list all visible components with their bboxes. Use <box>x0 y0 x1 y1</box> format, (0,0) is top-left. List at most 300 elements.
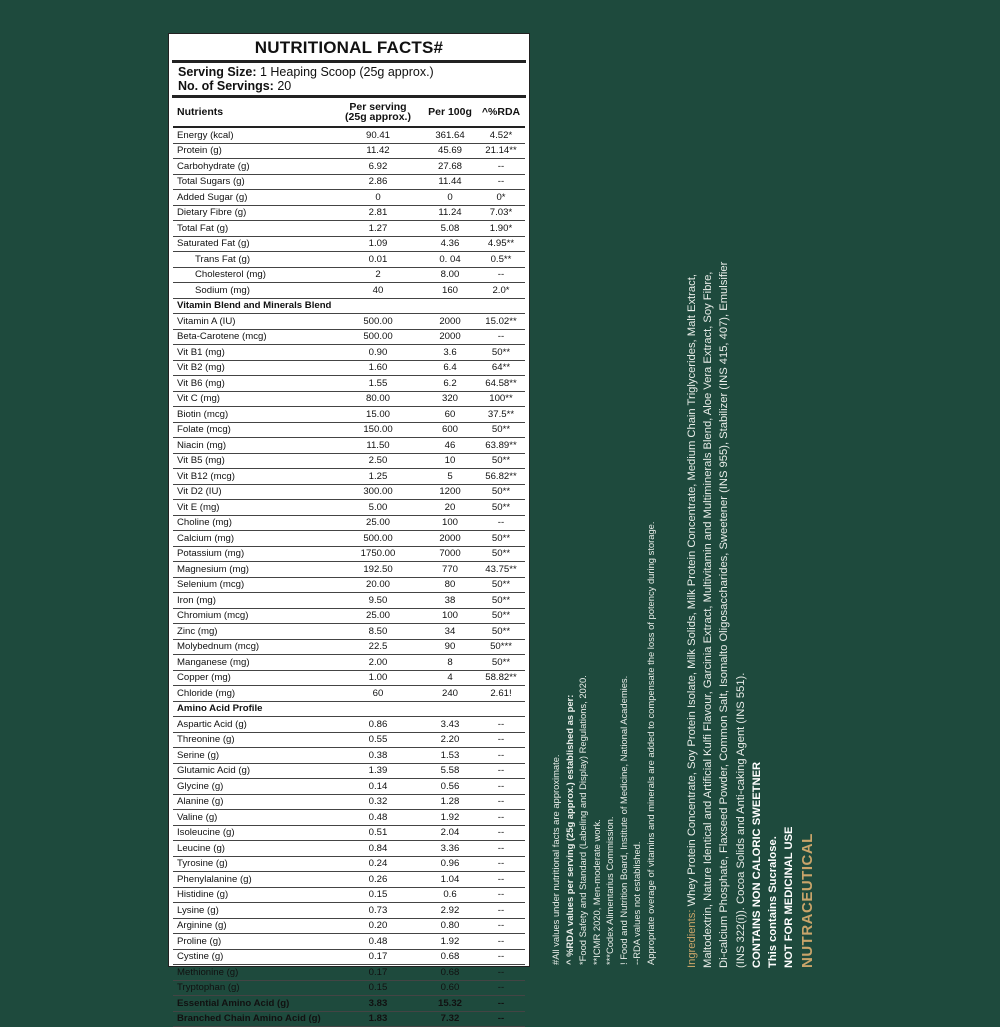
serving-size <box>178 65 520 79</box>
ingredients-line-4: (INS 322(i)). Cocoa Solids and Anti-caking Agent (INS 551). <box>734 672 747 968</box>
nutrient-name: Potassium (mg) <box>173 546 333 562</box>
per-serving-value: 0.48 <box>333 810 423 826</box>
nutrient-name: Chloride (mg) <box>173 686 333 702</box>
table-row <box>173 221 525 237</box>
nutrient-name: Chromium (mcg) <box>173 608 333 624</box>
per-100g-value: 770 <box>423 562 477 578</box>
per-100g-value: 0.60 <box>423 980 477 996</box>
header-per-serving-line1: Per serving <box>349 101 407 113</box>
nutrient-name: Vit B12 (mcg) <box>173 469 333 485</box>
per-100g-value: 100 <box>423 608 477 624</box>
table-row <box>173 345 525 361</box>
per-100g-value: 1.53 <box>423 748 477 764</box>
per-serving-value: 0.17 <box>333 965 423 981</box>
header-per-serving-line2: (25g approx.) <box>345 111 411 123</box>
table-row <box>173 608 525 624</box>
per-serving-value: 150.00 <box>333 422 423 438</box>
servings-count <box>178 79 520 93</box>
table-row <box>173 717 525 733</box>
servings-label: No. of Servings: <box>178 79 274 93</box>
table-row <box>173 143 525 159</box>
rda-value: -- <box>477 825 525 841</box>
nutrient-name: Leucine (g) <box>173 841 333 857</box>
per-serving-value: 500.00 <box>333 531 423 547</box>
per-serving-value: 0 <box>333 190 423 206</box>
table-row <box>173 903 525 919</box>
nutrient-name: Isoleucine (g) <box>173 825 333 841</box>
rda-value: 15.02** <box>477 314 525 330</box>
nutrient-name: Magnesium (mg) <box>173 562 333 578</box>
table-row <box>173 438 525 454</box>
rda-value: 37.5** <box>477 407 525 423</box>
nutrient-name: Selenium (mcg) <box>173 577 333 593</box>
per-100g-value: 6.4 <box>423 360 477 376</box>
rda-value: -- <box>477 887 525 903</box>
per-serving-value: 0.15 <box>333 980 423 996</box>
table-row <box>173 159 525 175</box>
per-100g-value: 8 <box>423 655 477 671</box>
footnote-line: Appropriate overage of vitamins and minerals are added to compensate the loss of potency during storage. <box>644 521 656 965</box>
per-100g-value: 0.68 <box>423 949 477 965</box>
table-row <box>173 949 525 965</box>
per-100g-value: 0.6 <box>423 887 477 903</box>
nutrient-name: Tryptophan (g) <box>173 980 333 996</box>
per-serving-value: 0.26 <box>333 872 423 888</box>
per-serving-value: 0.51 <box>333 825 423 841</box>
nutraceutical-label: NUTRACEUTICAL <box>799 833 817 968</box>
table-row <box>173 748 525 764</box>
rda-value: 0.5** <box>477 252 525 268</box>
per-serving-value: 8.50 <box>333 624 423 640</box>
per-100g-value: 27.68 <box>423 159 477 175</box>
table-row <box>173 174 525 190</box>
per-serving-value: 2.00 <box>333 655 423 671</box>
rda-value: -- <box>477 329 525 345</box>
rda-value: 2.61! <box>477 686 525 702</box>
rda-value: 56.82** <box>477 469 525 485</box>
per-serving-value: 300.00 <box>333 484 423 500</box>
rda-value: -- <box>477 748 525 764</box>
rda-value: 50*** <box>477 639 525 655</box>
nutrient-name: Trans Fat (g) <box>173 252 333 268</box>
rda-value: 2.0* <box>477 283 525 299</box>
rda-value: 50** <box>477 531 525 547</box>
nutrient-name: Zinc (mg) <box>173 624 333 640</box>
table-row <box>173 236 525 252</box>
per-serving-value: 500.00 <box>333 329 423 345</box>
rda-value: 50** <box>477 484 525 500</box>
table-row <box>173 577 525 593</box>
table-row <box>173 329 525 345</box>
ingredients-line-3: Di-calcium Phosphate, Flaxseed Powder, Common Salt, Isomalto Oligosaccharides, Sweetener (INS 955), Stabilizer (INS 415, 407), Emulsifier <box>718 261 731 968</box>
footnotes <box>549 522 657 966</box>
table-row <box>173 810 525 826</box>
nutrient-name: Vit D2 (IU) <box>173 484 333 500</box>
rda-value: -- <box>477 810 525 826</box>
nutrition-facts-panel <box>168 33 530 1025</box>
per-100g-value: 600 <box>423 422 477 438</box>
table-row <box>173 205 525 221</box>
per-serving-value: 15.00 <box>333 407 423 423</box>
rda-value: -- <box>477 872 525 888</box>
table-body <box>173 127 525 1027</box>
per-100g-value: 0 <box>423 190 477 206</box>
per-100g-value: 100 <box>423 515 477 531</box>
per-100g-value: 0.68 <box>423 965 477 981</box>
per-serving-value: 500.00 <box>333 314 423 330</box>
table-row <box>173 283 525 299</box>
nutrient-name: Molybednum (mcg) <box>173 639 333 655</box>
rda-value: 50** <box>477 345 525 361</box>
per-serving-value: 90.41 <box>333 127 423 143</box>
nutrient-name: Energy (kcal) <box>173 127 333 143</box>
per-serving-value: 3.83 <box>333 996 423 1012</box>
table-row <box>173 686 525 702</box>
per-100g-value: 160 <box>423 283 477 299</box>
section-header: Amino Acid Profile <box>173 701 525 717</box>
per-serving-value: 1.55 <box>333 376 423 392</box>
table-row <box>173 779 525 795</box>
per-100g-value: 320 <box>423 391 477 407</box>
per-serving-value: 192.50 <box>333 562 423 578</box>
per-serving-value: 0.55 <box>333 732 423 748</box>
not-medicinal-note: NOT FOR MEDICINAL USE <box>783 826 796 968</box>
per-serving-value: 0.48 <box>333 934 423 950</box>
rda-value: -- <box>477 856 525 872</box>
nutrient-name: Cholesterol (mg) <box>173 267 333 283</box>
nutrient-name: Vit E (mg) <box>173 500 333 516</box>
nutrient-name: Protein (g) <box>173 143 333 159</box>
per-serving-value: 1.60 <box>333 360 423 376</box>
per-100g-value: 7.32 <box>423 1011 477 1027</box>
per-100g-value: 0.80 <box>423 918 477 934</box>
rda-value: -- <box>477 918 525 934</box>
per-100g-value: 240 <box>423 686 477 702</box>
nutrient-name: Threonine (g) <box>173 732 333 748</box>
table-row <box>173 856 525 872</box>
per-100g-value: 10 <box>423 453 477 469</box>
per-100g-value: 8.00 <box>423 267 477 283</box>
rda-value: 4.52* <box>477 127 525 143</box>
per-serving-value: 1.25 <box>333 469 423 485</box>
rda-value: 100** <box>477 391 525 407</box>
nutrient-name: Vit B5 (mg) <box>173 453 333 469</box>
rda-value: 7.03* <box>477 205 525 221</box>
rda-value: -- <box>477 996 525 1012</box>
table-row <box>173 841 525 857</box>
nutrition-title: NUTRITIONAL FACTS# <box>254 38 444 57</box>
nutrient-name: Proline (g) <box>173 934 333 950</box>
rda-value: 50** <box>477 608 525 624</box>
header-nutrients: Nutrients <box>177 106 224 118</box>
table-row <box>173 624 525 640</box>
per-100g-value: 1.92 <box>423 934 477 950</box>
ingredients-text-1: Whey Protein Concentrate, Soy Protein Isolate, Milk Solids, Milk Protein Concentrate, Medium Chain Triglycerides, Malt Extract, <box>686 274 698 910</box>
rda-value: 64** <box>477 360 525 376</box>
rda-value: -- <box>477 841 525 857</box>
rda-value: 58.82** <box>477 670 525 686</box>
per-100g-value: 0.56 <box>423 779 477 795</box>
footnote-line: ^ %RDA values per serving (25g approx.) established as per: <box>563 694 575 965</box>
nutrient-name: Vitamin A (IU) <box>173 314 333 330</box>
per-100g-value: 60 <box>423 407 477 423</box>
per-serving-value: 40 <box>333 283 423 299</box>
per-serving-value: 0.14 <box>333 779 423 795</box>
nutrient-name: Added Sugar (g) <box>173 190 333 206</box>
per-serving-value: 0.90 <box>333 345 423 361</box>
nutrient-name: Iron (mg) <box>173 593 333 609</box>
per-serving-value: 25.00 <box>333 515 423 531</box>
rda-value: -- <box>477 763 525 779</box>
table-row <box>173 515 525 531</box>
table-row <box>173 314 525 330</box>
per-100g-value: 15.32 <box>423 996 477 1012</box>
per-100g-value: 5 <box>423 469 477 485</box>
per-serving-value: 1.83 <box>333 1011 423 1027</box>
table-row <box>173 918 525 934</box>
rda-value: 50** <box>477 453 525 469</box>
header-rda: ^%RDA <box>481 106 521 118</box>
nutrient-name: Phenylalanine (g) <box>173 872 333 888</box>
nutrient-name: Glycine (g) <box>173 779 333 795</box>
rda-value: -- <box>477 965 525 981</box>
ingredients-block <box>684 262 819 968</box>
per-serving-value: 11.50 <box>333 438 423 454</box>
per-serving-value: 0.20 <box>333 918 423 934</box>
rda-value: -- <box>477 174 525 190</box>
per-100g-value: 361.64 <box>423 127 477 143</box>
footnote-line: --RDA values not established. <box>631 841 642 965</box>
nutrient-name: Niacin (mg) <box>173 438 333 454</box>
nutrient-name: Glutamic Acid (g) <box>173 763 333 779</box>
rda-value: -- <box>477 980 525 996</box>
table-row <box>173 267 525 283</box>
per-serving-value: 0.24 <box>333 856 423 872</box>
nutrient-name: Carbohydrate (g) <box>173 159 333 175</box>
table-row <box>173 546 525 562</box>
table-row <box>173 887 525 903</box>
nutrient-name: Histidine (g) <box>173 887 333 903</box>
rda-value: 50** <box>477 500 525 516</box>
section-header-row <box>173 298 525 314</box>
table-row <box>173 1011 525 1027</box>
section-header-row <box>173 701 525 717</box>
rda-value: 50** <box>477 546 525 562</box>
per-serving-value: 60 <box>333 686 423 702</box>
table-row <box>173 484 525 500</box>
rda-value: 50** <box>477 655 525 671</box>
rda-value: 4.95** <box>477 236 525 252</box>
nutrient-name: Cystine (g) <box>173 949 333 965</box>
per-100g-value: 1200 <box>423 484 477 500</box>
rda-value: -- <box>477 1011 525 1027</box>
table-row <box>173 500 525 516</box>
per-100g-value: 5.58 <box>423 763 477 779</box>
ingredients-line-2: Maltodextrin, Nature Identical and Artificial Kulfi Flavour, Garcinia Extract, Multivitamin and Multiminerals Blend, Aloe Vera Extract, Soy Fibre, <box>702 271 715 968</box>
table-row <box>173 469 525 485</box>
per-serving-value: 0.86 <box>333 717 423 733</box>
per-100g-value: 2.20 <box>423 732 477 748</box>
nutrient-name: Dietary Fibre (g) <box>173 205 333 221</box>
per-serving-value: 0.17 <box>333 949 423 965</box>
nutrient-name: Serine (g) <box>173 748 333 764</box>
table-row <box>173 190 525 206</box>
rda-value: -- <box>477 717 525 733</box>
rda-value: 1.90* <box>477 221 525 237</box>
nutrient-name: Valine (g) <box>173 810 333 826</box>
rda-value: 50** <box>477 422 525 438</box>
per-serving-value: 0.38 <box>333 748 423 764</box>
table-row <box>173 391 525 407</box>
rda-value: -- <box>477 515 525 531</box>
per-100g-value: 6.2 <box>423 376 477 392</box>
per-serving-value: 6.92 <box>333 159 423 175</box>
table-row <box>173 531 525 547</box>
rda-value: -- <box>477 903 525 919</box>
nutrient-name: Vit C (mg) <box>173 391 333 407</box>
per-100g-value: 5.08 <box>423 221 477 237</box>
rda-value: 50** <box>477 577 525 593</box>
per-serving-value: 25.00 <box>333 608 423 624</box>
table-row <box>173 794 525 810</box>
table-row <box>173 996 525 1012</box>
per-serving-value: 0.73 <box>333 903 423 919</box>
table-row <box>173 872 525 888</box>
header-per-serving <box>333 98 423 127</box>
table-row <box>173 422 525 438</box>
per-serving-value: 1750.00 <box>333 546 423 562</box>
rda-value: -- <box>477 159 525 175</box>
rda-value: 63.89** <box>477 438 525 454</box>
nutrient-name: Vit B2 (mg) <box>173 360 333 376</box>
rda-value: -- <box>477 267 525 283</box>
per-serving-value: 2.50 <box>333 453 423 469</box>
per-100g-value: 0. 04 <box>423 252 477 268</box>
per-100g-value: 2000 <box>423 329 477 345</box>
per-serving-value: 1.39 <box>333 763 423 779</box>
nutrient-name: Tyrosine (g) <box>173 856 333 872</box>
nutrient-name: Choline (mg) <box>173 515 333 531</box>
per-100g-value: 1.92 <box>423 810 477 826</box>
per-100g-value: 0.96 <box>423 856 477 872</box>
sucralose-note: This contains Sucralose. <box>766 836 779 968</box>
per-100g-value: 34 <box>423 624 477 640</box>
serving-info <box>169 63 529 95</box>
table-row <box>173 825 525 841</box>
nutrient-name: Beta-Carotene (mcg) <box>173 329 333 345</box>
rda-value: -- <box>477 949 525 965</box>
nutrient-name: Branched Chain Amino Acid (g) <box>173 1011 333 1027</box>
per-100g-value: 1.04 <box>423 872 477 888</box>
nutrient-name: Vit B6 (mg) <box>173 376 333 392</box>
per-100g-value: 11.44 <box>423 174 477 190</box>
footnote-line: ! Food and Nutrition Board, Institute of Medicine, National Academies. <box>617 675 629 965</box>
table-row <box>173 639 525 655</box>
nutrient-name: Alanine (g) <box>173 794 333 810</box>
per-100g-value: 45.69 <box>423 143 477 159</box>
per-100g-value: 46 <box>423 438 477 454</box>
table-row <box>173 127 525 143</box>
per-serving-value: 0.15 <box>333 887 423 903</box>
rda-value: -- <box>477 794 525 810</box>
nutrient-name: Vit B1 (mg) <box>173 345 333 361</box>
servings-value: 20 <box>277 79 292 93</box>
table-row <box>173 965 525 981</box>
nutrient-name: Sodium (mg) <box>173 283 333 299</box>
nutrient-name: Total Fat (g) <box>173 221 333 237</box>
per-100g-value: 38 <box>423 593 477 609</box>
nutrient-name: Copper (mg) <box>173 670 333 686</box>
nutrient-name: Aspartic Acid (g) <box>173 717 333 733</box>
table-row <box>173 562 525 578</box>
table-header-row <box>173 98 525 127</box>
table-row <box>173 593 525 609</box>
per-serving-value: 9.50 <box>333 593 423 609</box>
per-100g-value: 1.28 <box>423 794 477 810</box>
ingredients-label: Ingredients: <box>686 909 698 968</box>
per-serving-value: 80.00 <box>333 391 423 407</box>
per-serving-value: 1.00 <box>333 670 423 686</box>
per-serving-value: 5.00 <box>333 500 423 516</box>
nutrition-table <box>173 98 525 1027</box>
per-serving-value: 11.42 <box>333 143 423 159</box>
header-per-100g: Per 100g <box>428 106 472 118</box>
table-row <box>173 670 525 686</box>
per-100g-value: 3.43 <box>423 717 477 733</box>
per-100g-value: 3.6 <box>423 345 477 361</box>
per-100g-value: 4.36 <box>423 236 477 252</box>
rda-value: -- <box>477 934 525 950</box>
non-caloric-sweetener-note: CONTAINS NON CALORIC SWEETNER <box>750 761 763 968</box>
footnote-line: **ICMR 2020, Men-moderate work. <box>590 819 602 965</box>
per-serving-value: 20.00 <box>333 577 423 593</box>
table-row <box>173 407 525 423</box>
nutrient-name: Folate (mcg) <box>173 422 333 438</box>
per-serving-value: 0.32 <box>333 794 423 810</box>
rda-value: 21.14** <box>477 143 525 159</box>
rda-value: 0* <box>477 190 525 206</box>
per-100g-value: 7000 <box>423 546 477 562</box>
rda-value: 50** <box>477 593 525 609</box>
serving-size-value: 1 Heaping Scoop (25g approx.) <box>259 65 434 79</box>
nutrient-name: Essential Amino Acid (g) <box>173 996 333 1012</box>
table-row <box>173 934 525 950</box>
rda-value: -- <box>477 779 525 795</box>
footnote-line: *Food Safety and Standard (Labeling and Display) Regulations, 2020. <box>577 675 588 965</box>
rda-value: 43.75** <box>477 562 525 578</box>
per-100g-value: 11.24 <box>423 205 477 221</box>
per-100g-value: 2.04 <box>423 825 477 841</box>
rda-value: 50** <box>477 624 525 640</box>
per-serving-value: 0.84 <box>333 841 423 857</box>
nutrient-name: Arginine (g) <box>173 918 333 934</box>
per-100g-value: 4 <box>423 670 477 686</box>
rda-value: 64.58** <box>477 376 525 392</box>
footnote-line: #All values under nutritional facts are approximate. <box>550 754 561 965</box>
nutrient-name: Calcium (mg) <box>173 531 333 547</box>
serving-size-label: Serving Size: <box>178 65 257 79</box>
nutrient-name: Manganese (mg) <box>173 655 333 671</box>
per-serving-value: 2.86 <box>333 174 423 190</box>
per-100g-value: 2000 <box>423 314 477 330</box>
per-100g-value: 20 <box>423 500 477 516</box>
table-row <box>173 732 525 748</box>
nutrient-name: Saturated Fat (g) <box>173 236 333 252</box>
nutrient-name: Lysine (g) <box>173 903 333 919</box>
table-row <box>173 360 525 376</box>
ingredients-line-1 <box>684 262 700 968</box>
per-serving-value: 2.81 <box>333 205 423 221</box>
